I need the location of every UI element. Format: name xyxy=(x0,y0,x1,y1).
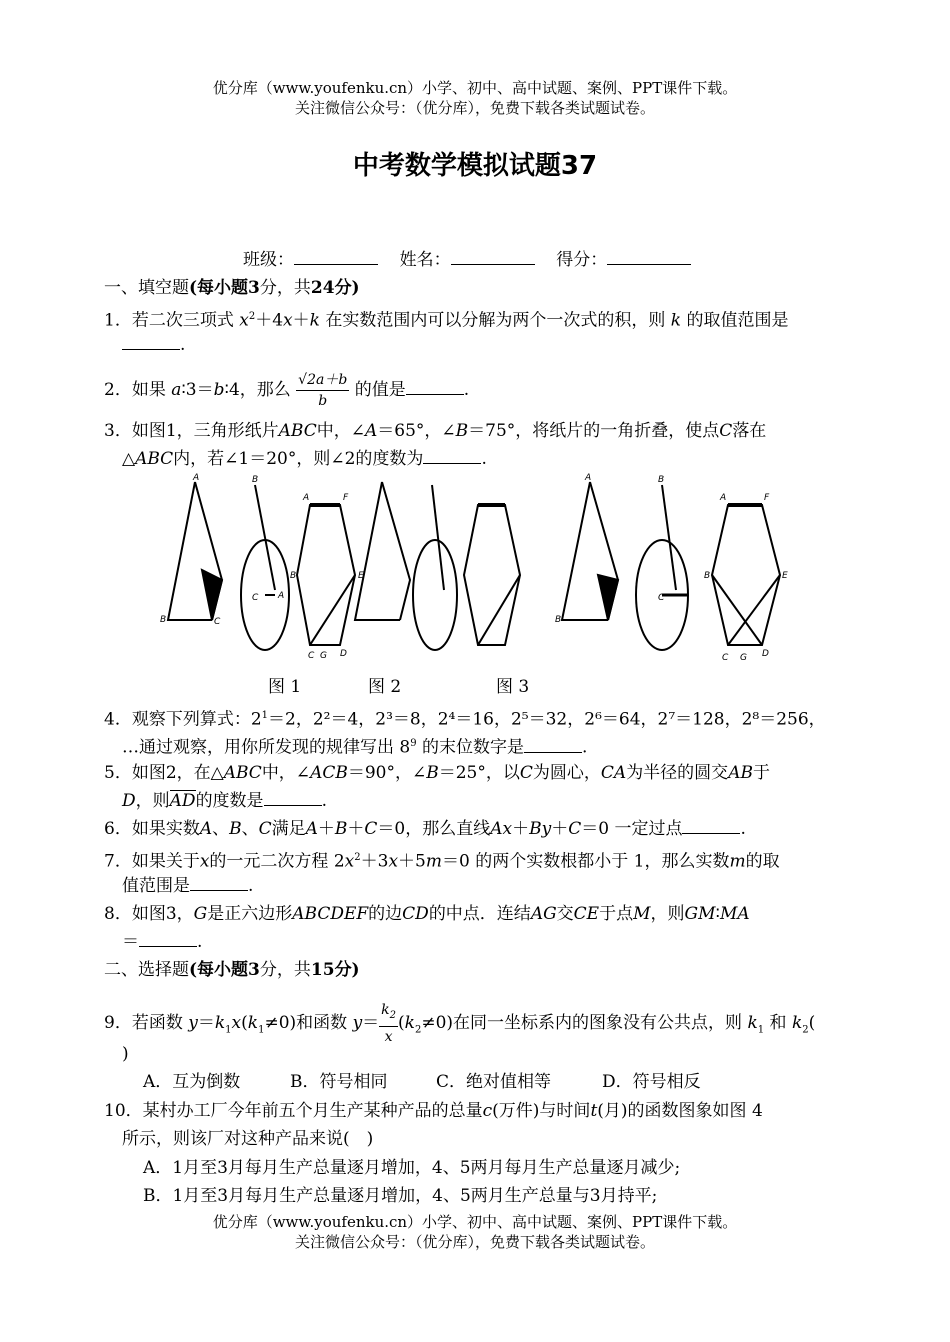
svg-text:G: G xyxy=(740,653,747,663)
question-10: 10．某村办工厂今年前五个月生产某种产品的总量c(万件)与时间t(月)的函数图象如图 4 xyxy=(104,1101,763,1121)
question-4-cont: …通过观察，用你所发现的规律写出 $8^9$ 的末位数字是 . xyxy=(122,737,588,758)
svg-text:A: A xyxy=(585,473,592,483)
svg-text:B: B xyxy=(555,615,562,625)
question-2: 2．如果 a∶3＝b∶4，那么 $\frac{√2a+b}{b}$ 的值是 . xyxy=(104,372,470,409)
svg-text:E: E xyxy=(782,571,788,581)
figure-3-hexagon xyxy=(297,505,355,645)
figure-1-label: 图 1 xyxy=(268,677,302,697)
answer-blank[interactable] xyxy=(406,380,464,395)
site-footer-line1: 优分库（www.youfenku.cn）小学、初中、高中试题、案例、PPT课件下载。 xyxy=(212,1213,738,1231)
question-7: 7．如果关于x的一元二次方程 $2x^2+3x+5m=0$ 的两个实数根都小于 1，那么实数m的取 xyxy=(104,851,780,872)
name-label: 姓名： xyxy=(399,250,451,270)
figures-strip xyxy=(150,470,810,670)
site-header-line2: 关注微信公众号：（优分库），免费下载各类试题试卷。 xyxy=(294,99,655,117)
q10-option-b[interactable]: B．1月至3月每月生产总量逐月增加，4、5两月生产总量与3月持平; xyxy=(143,1186,658,1206)
svg-text:B: B xyxy=(252,475,259,485)
figure-2-label: 图 2 xyxy=(368,677,402,697)
question-8: 8．如图3，G是正六边形ABCDEF的边CD的中点．连结AG交CE于点M，则GM∶MA xyxy=(104,904,750,924)
question-4: 4．观察下列算式：$2^1=2$，2²＝4，2³＝8，2⁴＝16，2⁵＝32，2⁶＝64，2⁷＝128，2⁸＝256， xyxy=(104,709,826,730)
answer-blank[interactable] xyxy=(122,335,180,350)
q9-option-c[interactable]: C．绝对值相等 xyxy=(436,1072,552,1092)
class-label: 班级： xyxy=(243,250,294,270)
question-1-blank: . xyxy=(122,333,185,357)
info-line xyxy=(243,248,691,272)
svg-text:F: F xyxy=(343,493,349,503)
question-5-cont: D，则AD的度数是 . xyxy=(122,791,327,811)
question-7-cont: 值范围是 . xyxy=(122,876,254,896)
svg-text:C: C xyxy=(308,651,315,661)
svg-text:A: A xyxy=(193,473,200,483)
answer-blank[interactable] xyxy=(190,876,248,891)
score-label: 得分： xyxy=(556,250,608,270)
svg-text:F: F xyxy=(764,493,770,503)
question-1: 1．若二次三项式 $x^2+4x+k$ 在实数范围内可以分解为两个一次式的积，则 k 的取值范围是 xyxy=(104,310,789,331)
name-field[interactable] xyxy=(451,250,535,265)
svg-text:D: D xyxy=(762,649,769,659)
q9-option-d[interactable]: D．符号相反 xyxy=(602,1072,701,1092)
question-5: 5．如图2，在△ABC中，∠ACB＝90°，∠B＝25°，以C为圆心，CA为半径的圆交AB于 xyxy=(104,763,770,783)
section2-heading: 二、选择题(每小题3分，共15分) xyxy=(104,960,360,980)
svg-text:C: C xyxy=(658,593,665,603)
figure-3-label: 图 3 xyxy=(496,677,530,697)
svg-text:B: B xyxy=(658,475,665,485)
question-9: 9．若函数 $y=k_1x(k_1\ne 0)$和函数 y＝ $\frac{k_2}{x}$ $(k_2\ne 0)$在同一坐标系内的图象没有公共点，则 $k_1$ 和 $k_2$( xyxy=(104,1002,816,1045)
question-9-close: ) xyxy=(122,1044,129,1064)
figure-2-circle xyxy=(241,485,289,650)
q9-option-b[interactable]: B．符号相同 xyxy=(290,1072,388,1092)
site-header-line1: 优分库（www.youfenku.cn）小学、初中、高中试题、案例、PPT课件下载。 xyxy=(212,79,738,97)
svg-text:E: E xyxy=(358,571,364,581)
sqrt-fraction: $\frac{√2a+b}{b}$ xyxy=(298,372,348,409)
svg-text:A: A xyxy=(720,493,727,503)
answer-blank[interactable] xyxy=(682,819,740,834)
svg-text:B: B xyxy=(290,571,297,581)
answer-blank[interactable] xyxy=(423,449,481,464)
question-3: 3．如图1，三角形纸片ABC中，∠A＝65°，∠B＝75°，将纸片的一角折叠，使点C落在 xyxy=(104,421,767,441)
question-8-cont: ＝ . xyxy=(122,932,203,952)
svg-text:A: A xyxy=(303,493,310,503)
site-footer-line2: 关注微信公众号：（优分库），免费下载各类试题试卷。 xyxy=(294,1233,655,1251)
class-field[interactable] xyxy=(294,250,378,265)
q9-option-a[interactable]: A．互为倒数 xyxy=(143,1072,241,1092)
q10-option-a[interactable]: A．1月至3月每月生产总量逐月增加，4、5两月每月生产总量逐月减少; xyxy=(143,1158,681,1178)
page-title: 中考数学模拟试题37 xyxy=(352,151,598,181)
figure-1-triangle xyxy=(168,482,222,620)
svg-text:C: C xyxy=(252,593,259,603)
svg-text:C: C xyxy=(214,617,221,627)
svg-text:D: D xyxy=(340,649,347,659)
svg-text:B: B xyxy=(160,615,167,625)
section1-heading: 一、填空题(每小题3分，共24分) xyxy=(104,278,360,298)
answer-blank[interactable] xyxy=(139,932,197,947)
svg-text:A: A xyxy=(278,591,285,601)
answer-blank[interactable] xyxy=(264,791,322,806)
answer-blank[interactable] xyxy=(524,738,582,753)
question-10-cont: 所示，则该厂对这种产品来说( ) xyxy=(122,1129,374,1149)
score-field[interactable] xyxy=(607,250,691,265)
svg-text:B: B xyxy=(704,571,711,581)
svg-text:G: G xyxy=(320,651,327,661)
question-3-cont: △ABC内，若∠1＝20°，则∠2的度数为 . xyxy=(122,449,487,469)
svg-text:C: C xyxy=(722,653,729,663)
question-6: 6．如果实数A、B、C满足A＋B＋C＝0，那么直线Ax＋By＋C＝0 一定过点 . xyxy=(104,819,746,839)
